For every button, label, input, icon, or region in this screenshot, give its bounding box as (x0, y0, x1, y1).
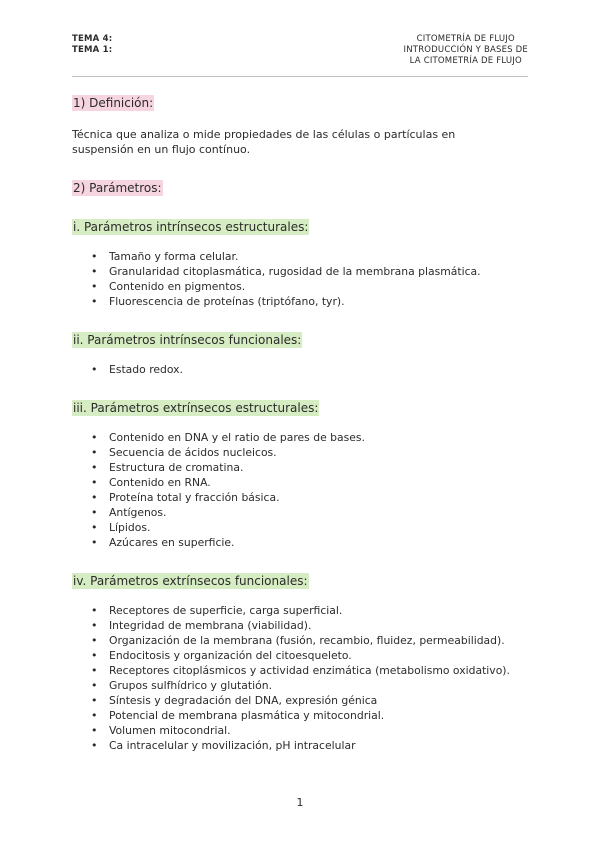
list-item: • Granularidad citoplasmática, rugosidad de la membrana plasmática. (109, 264, 542, 279)
list-item: • Organización de la membrana (fusión, recambio, fluidez, permeabilidad). (109, 633, 542, 648)
section-extrinsecos-funcionales (72, 570, 542, 753)
list-item: • Proteína total y fracción básica. (109, 490, 542, 505)
parametros-heading: 2) Parámetros: (73, 181, 162, 195)
definicion-heading: 1) Definición: (73, 96, 154, 110)
list-item: • Lípidos. (109, 520, 542, 535)
page-content (72, 92, 542, 753)
list-item: • Antígenos. (109, 505, 542, 520)
header-tema-4: TEMA 4: (72, 34, 113, 44)
list-item: • Grupos sulfhídrico y glutatión. (109, 678, 542, 693)
intrinsecos-funcionales-heading: ii. Parámetros intrínsecos funcionales: (73, 333, 302, 347)
header-tema-1: TEMA 1: (72, 45, 113, 55)
section-intrinsecos-funcionales (72, 329, 542, 377)
list-item: • Endocitosis y organización del citoesqueleto. (109, 648, 542, 663)
list-item: • Volumen mitocondrial. (109, 723, 542, 738)
section-extrinsecos-estructurales (72, 397, 542, 550)
list-item: • Ca intracelular y movilización, pH intracelular (109, 738, 542, 753)
extrinsecos-estructurales-heading: iii. Parámetros extrínsecos estructurales: (73, 401, 319, 415)
header-divider (72, 76, 528, 77)
list-item: • Integridad de membrana (viabilidad). (109, 618, 542, 633)
list-item: • Estado redox. (109, 362, 542, 377)
list-item: • Tamaño y forma celular. (109, 249, 542, 264)
intrinsecos-estructurales-list (72, 249, 542, 309)
list-item: • Azúcares en superficie. (109, 535, 542, 550)
intrinsecos-funcionales-list (72, 362, 542, 377)
page-number: 1 (296, 796, 304, 809)
list-item: • Contenido en pigmentos. (109, 279, 542, 294)
header-right (404, 34, 528, 67)
intrinsecos-estructurales-heading: i. Parámetros intrínsecos estructurales: (73, 220, 309, 234)
section-definicion (72, 92, 542, 157)
list-item: • Contenido en RNA. (109, 475, 542, 490)
list-item: • Receptores de superficie, carga superficial. (109, 603, 542, 618)
list-item: • Fluorescencia de proteínas (triptófano, tyr). (109, 294, 542, 309)
extrinsecos-estructurales-list (72, 430, 542, 550)
list-item: • Potencial de membrana plasmática y mitocondrial. (109, 708, 542, 723)
list-item: • Receptores citoplásmicos y actividad enzimática (metabolismo oxidativo). (109, 663, 542, 678)
header-title-line-1: CITOMETRÍA DE FLUJO (416, 34, 515, 44)
section-intrinsecos-estructurales (72, 216, 542, 309)
list-item: • Secuencia de ácidos nucleicos. (109, 445, 542, 460)
list-item: • Contenido en DNA y el ratio de pares de bases. (109, 430, 542, 445)
extrinsecos-funcionales-list (72, 603, 542, 753)
header-title-line-2: INTRODUCCIÓN Y BASES DE (403, 45, 528, 55)
list-item: • Síntesis y degradación del DNA, expresión génica (109, 693, 542, 708)
section-parametros (72, 177, 542, 196)
definicion-text: Técnica que analiza o mide propiedades de las células o partículas en suspensión en un flujo contínuo. (72, 128, 456, 156)
extrinsecos-funcionales-heading: iv. Parámetros extrínsecos funcionales: (73, 574, 308, 588)
header-title-line-3: LA CITOMETRÍA DE FLUJO (409, 56, 522, 66)
header-left (72, 34, 112, 56)
list-item: • Estructura de cromatina. (109, 460, 542, 475)
